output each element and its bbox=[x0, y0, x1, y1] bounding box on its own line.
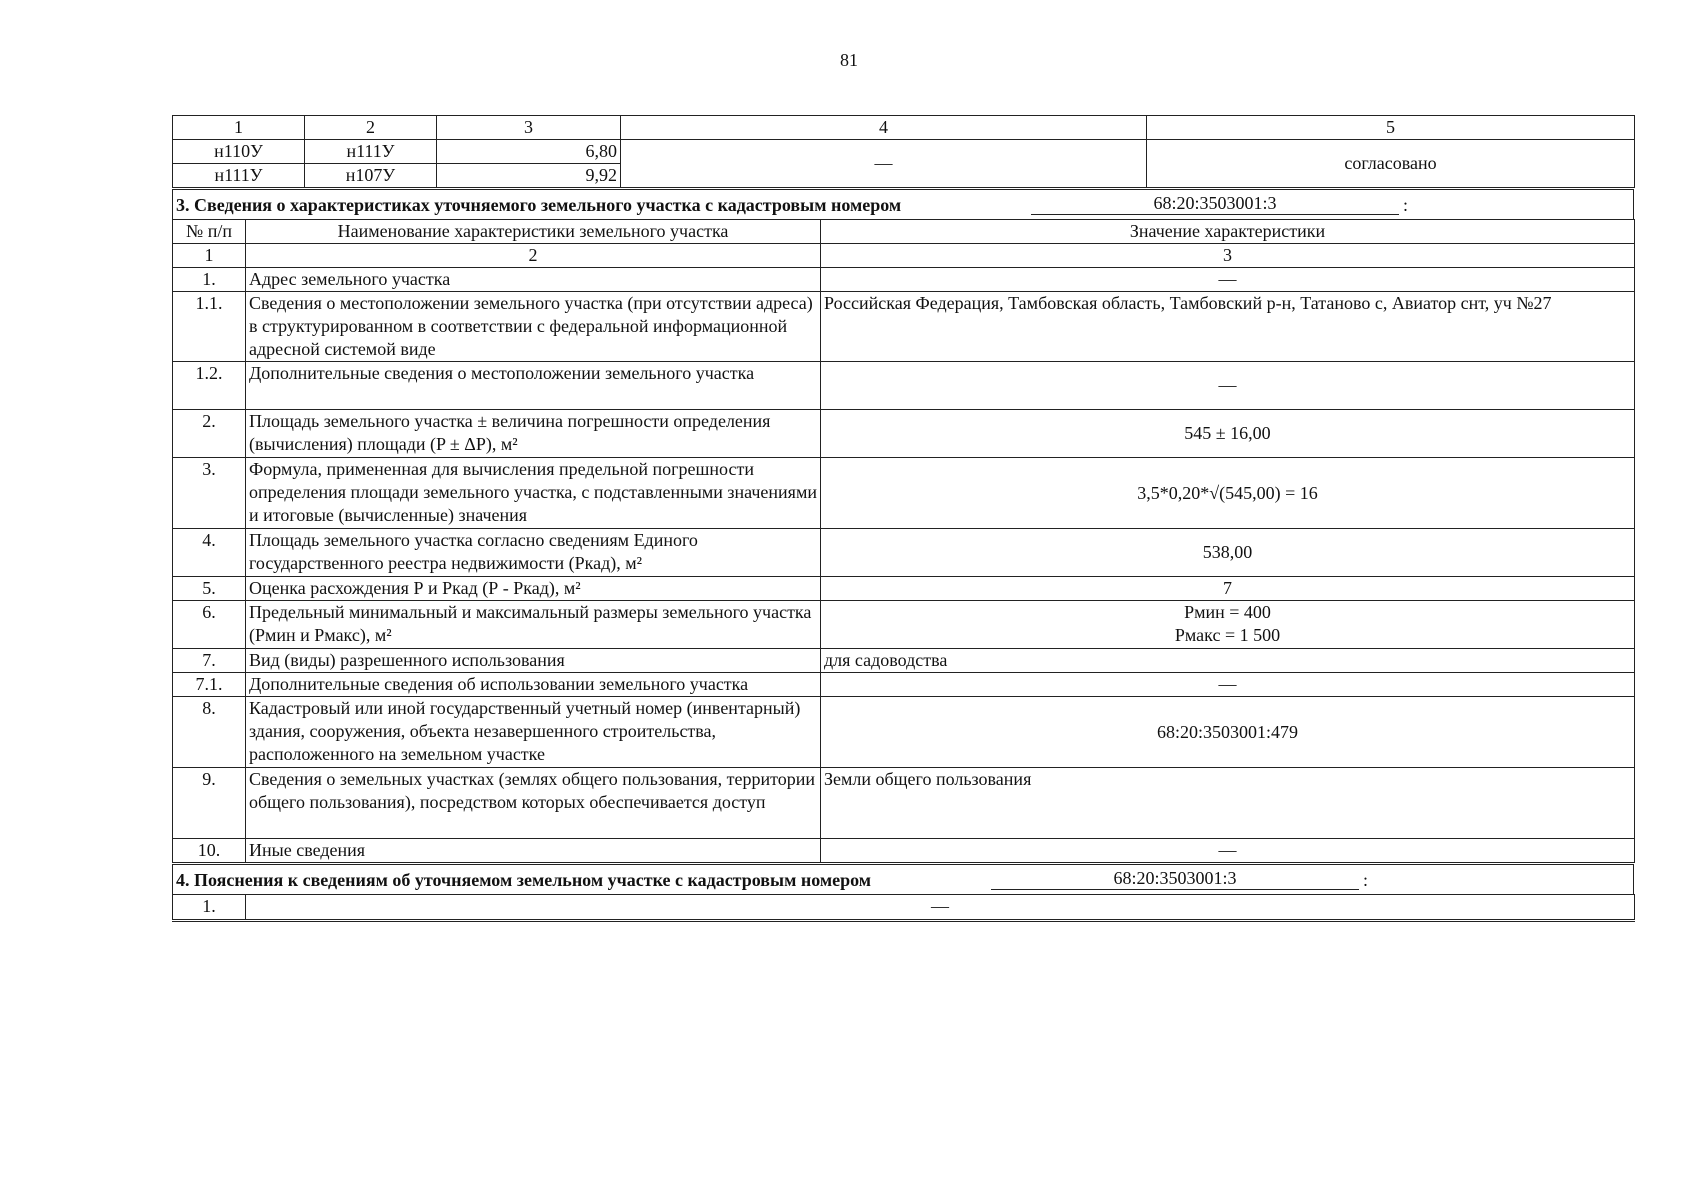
distance-value: 6,80 bbox=[437, 140, 621, 164]
row-name: Иные сведения bbox=[246, 839, 821, 863]
section4-table bbox=[172, 894, 1635, 922]
row-num: 9. bbox=[173, 768, 246, 839]
row-num: 7. bbox=[173, 649, 246, 673]
table-row bbox=[173, 649, 1635, 673]
row-value-max: Рмакс = 1 500 bbox=[1174, 625, 1281, 645]
section3-cadastral-number: 68:20:3503001:3 bbox=[1031, 192, 1399, 215]
table-row bbox=[173, 458, 1635, 529]
row-num: 3. bbox=[173, 458, 246, 529]
row-num: 10. bbox=[173, 839, 246, 863]
row-name: Формула, примененная для вычисления предельной погрешности определения площади земельного участка, с подставленными значениями и итоговые (вычисленные) значения bbox=[246, 458, 821, 529]
table-row bbox=[173, 362, 1635, 410]
boundary-table bbox=[172, 115, 1635, 188]
row-num: 2. bbox=[173, 410, 246, 458]
agreement-status: согласовано bbox=[1147, 140, 1635, 188]
row-value: — bbox=[246, 895, 1635, 921]
row-value: 68:20:3503001:479 bbox=[821, 697, 1635, 768]
row-name: Дополнительные сведения о местоположении земельного участка bbox=[246, 362, 821, 410]
col-header-4: 4 bbox=[621, 116, 1147, 140]
section3-title: 3. Сведения о характеристиках уточняемого земельного участка с кадастровым номером bbox=[176, 195, 902, 215]
row-name: Вид (виды) разрешенного использования bbox=[246, 649, 821, 673]
row-value: — bbox=[821, 362, 1635, 410]
row-name: Оценка расхождения Р и Ркад (Р - Ркад), м² bbox=[246, 577, 821, 601]
col-header-num: № п/п bbox=[173, 220, 246, 244]
row-name: Площадь земельного участка ± величина погрешности определения (вычисления) площади (P ± ΔP), м² bbox=[246, 410, 821, 458]
row-name: Кадастровый или иной государственный учетный номер (инвентарный) здания, сооружения, объекта незавершенного строительства, расположенного на земельном участке bbox=[246, 697, 821, 768]
col-header-5: 5 bbox=[1147, 116, 1635, 140]
col-num-2: 2 bbox=[246, 244, 821, 268]
col-header-2: 2 bbox=[305, 116, 437, 140]
col-header-name: Наименование характеристики земельного участка bbox=[246, 220, 821, 244]
col-num-1: 1 bbox=[173, 244, 246, 268]
row-name: Сведения о земельных участках (землях общего пользования, территории общего пользования), посредством которых обеспечивается доступ bbox=[246, 768, 821, 839]
table-row bbox=[173, 577, 1635, 601]
col-header-value: Значение характеристики bbox=[821, 220, 1635, 244]
row-value: — bbox=[821, 839, 1635, 863]
page-number: 81 bbox=[840, 50, 858, 70]
col-header-3: 3 bbox=[437, 116, 621, 140]
row-value: Земли общего пользования bbox=[821, 768, 1635, 839]
row-value: 545 ± 16,00 bbox=[821, 410, 1635, 458]
row-value: для садоводства bbox=[821, 649, 1635, 673]
row-value: 3,5*0,20*√(545,00) = 16 bbox=[821, 458, 1635, 529]
point-from: н111У bbox=[173, 164, 305, 188]
row-num: 7.1. bbox=[173, 673, 246, 697]
section4-cadastral-number: 68:20:3503001:3 bbox=[991, 867, 1359, 890]
col-header-1: 1 bbox=[173, 116, 305, 140]
row-value: — bbox=[821, 268, 1635, 292]
row-num: 5. bbox=[173, 577, 246, 601]
row-value: 7 bbox=[821, 577, 1635, 601]
row-value-min: Рмин = 400 bbox=[1184, 602, 1271, 622]
row-value: 538,00 bbox=[821, 529, 1635, 577]
row-num: 8. bbox=[173, 697, 246, 768]
row-num: 1. bbox=[173, 895, 246, 921]
row-name: Адрес земельного участка bbox=[246, 268, 821, 292]
point-from: н110У bbox=[173, 140, 305, 164]
row-name: Предельный минимальный и максимальный размеры земельного участка (Рмин и Рмакс), м² bbox=[246, 601, 821, 649]
characteristics-table bbox=[172, 219, 1635, 863]
table-row bbox=[173, 140, 1635, 164]
row-value: — bbox=[821, 673, 1635, 697]
section3-colon: : bbox=[1403, 195, 1409, 215]
table-row bbox=[173, 697, 1635, 768]
table-row bbox=[173, 292, 1635, 362]
row-name: Площадь земельного участка согласно сведениям Единого государственного реестра недвижимости (Ркад), м² bbox=[246, 529, 821, 577]
row-name: Сведения о местоположении земельного участка (при отсутствии адреса) в структурированном в соответствии с федеральной информационной адресной системой виде bbox=[246, 292, 821, 362]
point-to: н111У bbox=[305, 140, 437, 164]
row-num: 1. bbox=[173, 268, 246, 292]
section4-colon: : bbox=[1363, 870, 1369, 890]
row-num: 4. bbox=[173, 529, 246, 577]
table-row bbox=[173, 768, 1635, 839]
table-row bbox=[173, 839, 1635, 863]
section4-heading bbox=[172, 864, 1634, 894]
col4-value: — bbox=[621, 140, 1147, 188]
point-to: н107У bbox=[305, 164, 437, 188]
table-row bbox=[173, 410, 1635, 458]
distance-value: 9,92 bbox=[437, 164, 621, 188]
table-row bbox=[173, 529, 1635, 577]
table-row bbox=[173, 601, 1635, 649]
table-row bbox=[173, 895, 1635, 921]
section3-heading bbox=[172, 189, 1634, 219]
row-num: 1.1. bbox=[173, 292, 246, 362]
section4-title: 4. Пояснения к сведениям об уточняемом земельном участке с кадастровым номером bbox=[176, 870, 872, 890]
row-num: 6. bbox=[173, 601, 246, 649]
table-row bbox=[173, 268, 1635, 292]
col-num-3: 3 bbox=[821, 244, 1635, 268]
row-name: Дополнительные сведения об использовании земельного участка bbox=[246, 673, 821, 697]
row-value bbox=[821, 601, 1635, 649]
row-value: Российская Федерация, Тамбовская область, Тамбовский р-н, Татаново с, Авиатор снт, уч №27 bbox=[821, 292, 1635, 362]
row-num: 1.2. bbox=[173, 362, 246, 410]
table-row bbox=[173, 673, 1635, 697]
